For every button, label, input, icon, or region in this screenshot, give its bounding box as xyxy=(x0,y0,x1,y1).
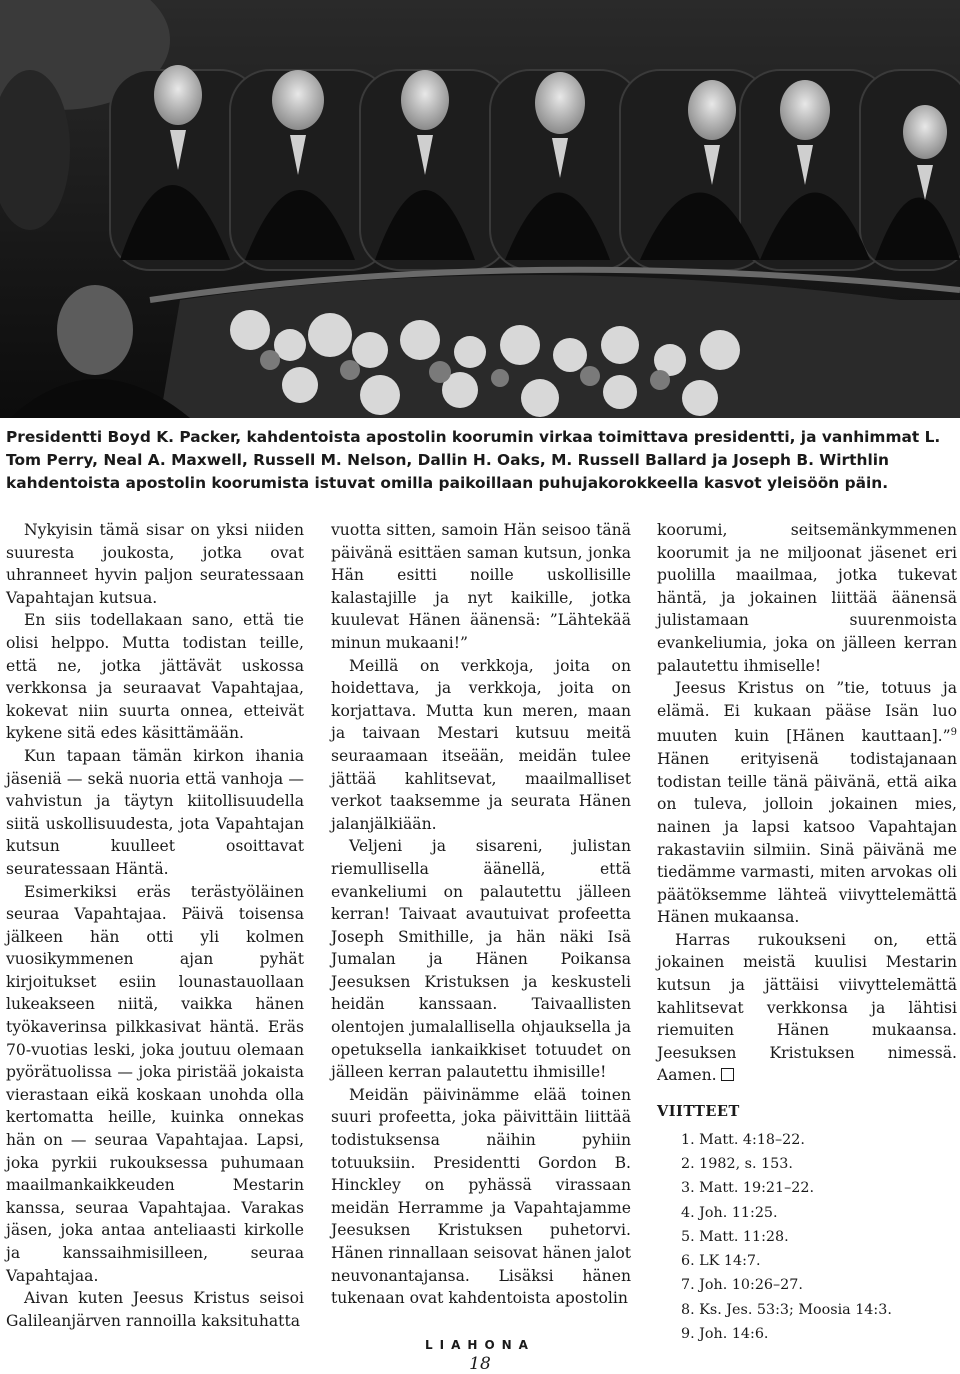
reference-item: 8. Ks. Jes. 53:3; Moosia 14:3. xyxy=(681,1301,892,1318)
article-column-3 xyxy=(657,519,957,1346)
paragraph: Aivan kuten Jeesus Kristus seisoi Galileanjärven rannoilla kaksituhatta xyxy=(6,1289,304,1330)
paragraph xyxy=(657,677,957,929)
article-column-1 xyxy=(6,519,304,1332)
paragraph-text: Hänen erityisenä todistajanaan todistan teille tänä päivänä, että aika on tuleva, jolloin jokainen mies, nainen ja lapsi katsoo Vapahtajan rakastaviin silmiin. Sinä päivänä me tiedämme varmasti, miten arvokas oli päätöksemme lähteä viivyttelemättä Hänen mukaansa. xyxy=(657,750,957,927)
reference-item: 6. LK 14:7. xyxy=(681,1253,761,1270)
paragraph: Veljeni ja sisareni, julistan riemullisella äänellä, että evankeliumi on palautettu jälleen kerran! Taivaat avautuivat profeetta Joseph Smithille, ja hän näki Isä Jumalan ja Hänen Poikansa Jeesuksen Kristuksen ja keskusteli heidän kanssaan. Taivaallisten olentojen jumalallisella ohjauksella ja opetuksella iankaikkiset totuudet on jälleen kerran palautettu ihmisille! xyxy=(331,837,631,1082)
reference-item: 3. Matt. 19:21–22. xyxy=(681,1180,815,1197)
references-list xyxy=(681,1128,957,1347)
references-title: VIITTEET xyxy=(657,1103,740,1121)
paragraph: Meidän päivinämme elää toinen suuri profeetta, joka päivittäin liittää todistuksensa näihin pyhiin totuuksiin. Presidentti Gordon B. Hinckley on pyhässä virassaan meidän Herramme ja Vapahtajamme Jeesuksen Kristuksen puhetorvi. Hänen rinnallaan seisovat hänen jalot neuvonantajansa. Lisäksi hänen tukenaan ovat kahdentoista apostolin xyxy=(331,1085,631,1308)
reference-item: 2. 1982, s. 153. xyxy=(681,1155,793,1172)
magazine-name: LIAHONA xyxy=(425,1338,535,1352)
photo-apostles-seated-icon xyxy=(0,0,960,418)
reference-item: 4. Joh. 11:25. xyxy=(681,1204,778,1221)
photo-apostles-seated xyxy=(0,0,960,418)
reference-item: 7. Joh. 10:26–27. xyxy=(681,1277,803,1294)
reference-item: 5. Matt. 11:28. xyxy=(681,1228,789,1245)
paragraph: koorumi, seitsemänkymmenen koorumit ja ne miljoonat jäsenet eri puolilla maailmaa, jotka tukevat häntä, ja jokainen liittää äänensä julistamaan suurenmoista evankeliumia, joka on jälleen kerran palautettu ihmiselle! xyxy=(657,521,957,675)
quote-text: Jeesus Kristus on ”tie, totuus ja elämä. Ei kukaan pääse Isän luo muuten kuin [Hänen kauttaan].” xyxy=(657,679,957,746)
footnote-marker: 9 xyxy=(950,727,957,739)
paragraph: En siis todellakaan sano, että tie olisi helppo. Mutta todistan teille, että ne, jotka jättävät uskossa verkkonsa ja seuraavat Vapahtajaa, kokevat niin suurta onnea, etteivät kykene sitä edes käsittämään. xyxy=(6,611,304,743)
paragraph: Meillä on verkkoja, joita on hoidettava, ja verkkoja, joita on korjattava. Mutta kun meren, maan ja taivaan Mestari kutsuu meitä seuraamaan itseään, meidän tulee jättää kahlitsevat, maailmalliset verkot taaksemme ja seurata Hänen jalanjälkiään. xyxy=(331,656,631,833)
paragraph: Kun tapaan tämän kirkon ihania jäseniä — sekä nuoria että vanhoja — vahvistun ja täytyn kiitollisuudella siitä uskollisuudesta, jota Vapahtajan kutsun kuulleet osoittavat seuratessaan Häntä. xyxy=(6,746,304,878)
paragraph: vuotta sitten, samoin Hän seisoo tänä päivänä esittäen saman kutsun, jonka Hän esitti noille uskollisille kalastajille ja nyt kaikille, jotka kuulevat Hänen äänensä: ”Lähtekää minun mukaani!” xyxy=(331,521,631,652)
end-of-article-icon xyxy=(721,1068,734,1081)
photo-caption: Presidentti Boyd K. Packer, kahdentoista apostolin koorumin virkaa toimittava presidentti, ja vanhimmat L. Tom Perry, Neal A. Maxwell, Russell M. Nelson, Dallin H. Oaks, M. Russell Ballard ja Joseph B. Wirthlin kahdentoista apostolin koorumista istuvat omilla paikoillaan puhujakorokkeella kasvot yleisöön päin. xyxy=(6,428,941,492)
page-number: 18 xyxy=(469,1354,491,1374)
article-column-2 xyxy=(331,519,631,1310)
reference-item: 1. Matt. 4:18–22. xyxy=(681,1131,805,1148)
paragraph xyxy=(657,929,957,1087)
closing-text: Harras rukoukseni on, että jokainen meistä kuulisi Mestarin kutsun ja jättäisi viivyttelemättä kahlitsevat verkkonsa ja lähtisi riemuiten Hänen mukaansa. Jeesuksen Kristuksen nimessä. Aamen. xyxy=(657,930,957,1085)
reference-item: 9. Joh. 14:6. xyxy=(681,1326,769,1342)
paragraph: Esimerkiksi eräs terästyöläinen seuraa Vapahtajaa. Päivä toisensa jälkeen hän otti yli kolmen vuosikymmenen ajan pyhät kirjoitukset esiin lounastauollaan lukeakseen niitä, vaikka hänen työkaverinsa pilkkasivat häntä. Eräs 70-vuotias leski, joka joutuu olemaan pyörätuolissa — joka piristää jokaista vierastaan eikä koskaan unohda olla kertomatta heille, kuinka onnekas hän on — seuraa Vapahtajaa. Lapsi, joka pyrkii rukouksessa puhumaan maailmankaikkeuden Mestarin kanssa, seuraa Vapahtajaa. Varakas jäsen, joka antaa anteliaasti kirkolle ja kanssaihmisilleen, seuraa Vapahtajaa. xyxy=(6,882,304,1285)
paragraph: Nykyisin tämä sisar on yksi niiden suuresta joukosta, jotka ovat uhranneet hyvin paljon seuratessaan Vapahtajan kutsua. xyxy=(6,521,304,607)
